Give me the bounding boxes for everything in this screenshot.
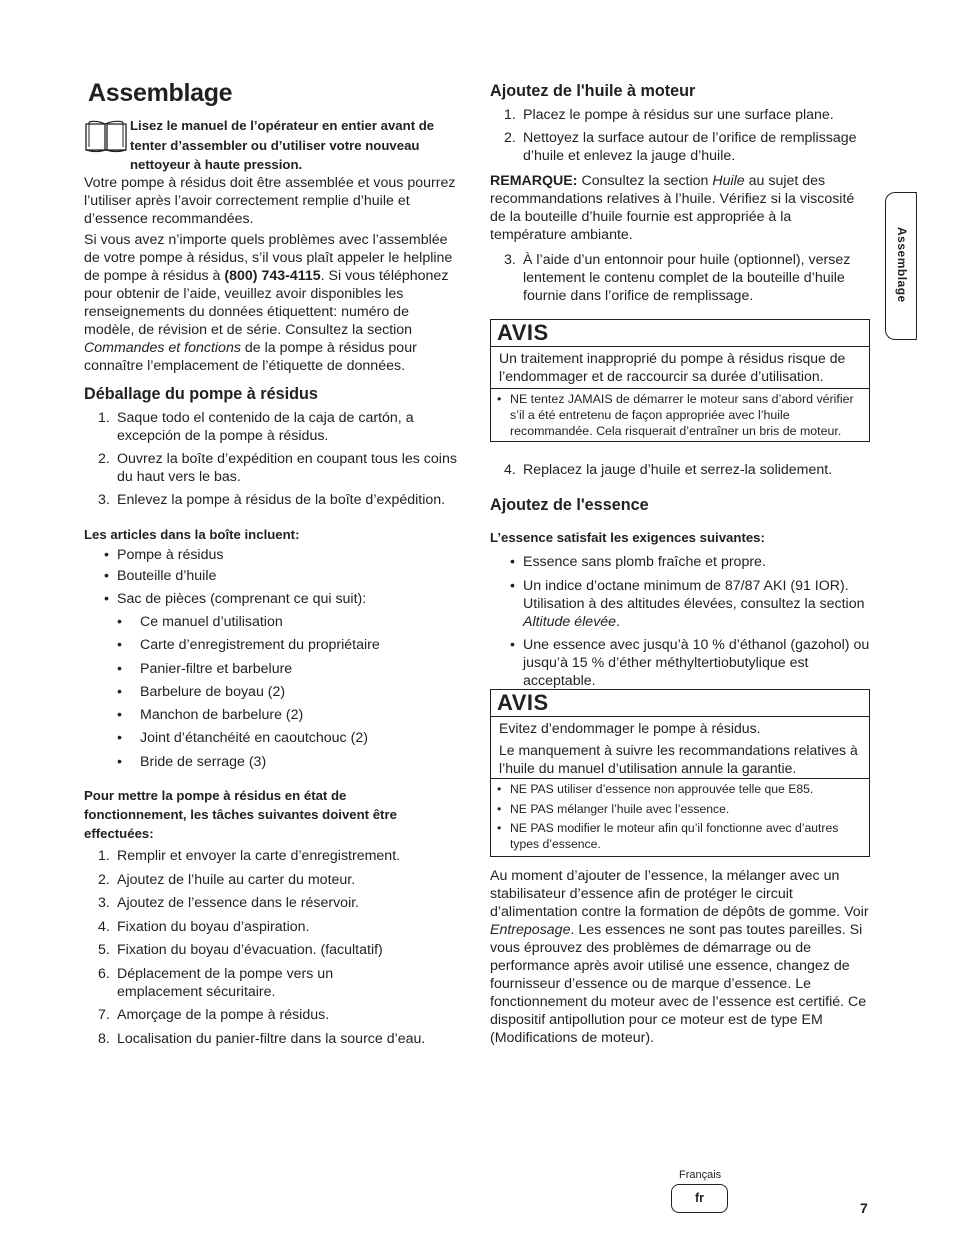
avis-notice-oil <box>490 319 870 442</box>
list-item: • NE PAS mélanger l’huile avec l’essence. <box>495 802 865 818</box>
tasks-list <box>84 847 462 1048</box>
page-title: Assemblage <box>88 79 233 107</box>
list-item: 3. À l’aide d’un entonnoir pour huile (optionnel), versez lentement le contenu complet de la bouteille d’huile fournie dans l’orifice de remplissage. <box>504 252 851 304</box>
oil-remark: REMARQUE: Consultez la section Huile au sujet des recommandations relatives à l’huile. Vérifiez si la viscosité de la bouteille d’huile fournie est appropriée à la température ambiante. <box>490 173 855 243</box>
list-item: 2. Nettoyez la surface autour de l’orifice de remplissage d’huile et enlevez la jauge d’huile. <box>504 130 857 164</box>
fuel-requirements-heading: L’essence satisfait les exigences suivantes: <box>490 530 765 545</box>
list-item: 1. Remplir et envoyer la carte d’enregistrement. <box>98 848 401 864</box>
list-item: • Pompe à résidus <box>84 546 462 564</box>
avis-bullets <box>491 778 869 856</box>
list-item: • Bouteille d’huile <box>84 567 462 585</box>
avis-body: Un traitement inapproprié du pompe à résidus risque de l’endommager et de raccourcir sa durée d’utilisation. <box>499 350 846 384</box>
language-label: Français <box>679 1169 722 1181</box>
book-icon <box>84 120 128 154</box>
fuel-heading: Ajoutez de l'essence <box>490 496 649 514</box>
box-contents-list <box>84 546 462 608</box>
list-item: • Un indice d’octane minimum de 87/87 AKI (91 IOR). Utilisation à des altitudes élevées, consultez la section Altitude élevée. <box>490 577 870 631</box>
list-item: • Bride de serrage (3) <box>84 753 462 771</box>
avis-notice-fuel <box>490 689 870 857</box>
list-item: • Ce manuel d’utilisation <box>84 613 462 631</box>
avis-title: AVIS <box>491 690 869 717</box>
avis-bullets <box>491 388 869 443</box>
oil-steps <box>490 106 870 165</box>
list-item: • Joint d’étanchéité en caoutchouc (2) <box>84 729 462 747</box>
list-item: • Une essence avec jusqu’à 10 % d’éthanol (gazohol) ou jusqu’à 15 % d’éther méthyltertiobutylique est acceptable. <box>490 636 870 690</box>
list-item: 6. Déplacement de la pompe vers un emplacement sécuritaire. <box>98 965 334 1000</box>
fuel-requirements-list <box>490 553 870 690</box>
list-item: 7. Amorçage de la pompe à résidus. <box>98 1007 330 1023</box>
oil-step-4 <box>490 461 870 479</box>
list-item: 8. Localisation du panier-filtre dans la source d’eau. <box>98 1030 426 1047</box>
unpack-heading: Déballage du pompe à résidus <box>84 385 318 403</box>
avis-body: Le manquement à suivre les recommandations relatives à l’huile du manuel d’utilisation annule la garantie. <box>499 742 858 776</box>
list-item: • Carte d’enregistrement du propriétaire <box>84 636 462 654</box>
avis-title: AVIS <box>491 320 869 347</box>
list-item: 1. Placez le pompe à résidus sur une surface plane. <box>504 107 834 123</box>
list-item: 1. Saque todo el contenido de la caja de cartón, a excepción de la pompe à résidus. <box>98 410 414 444</box>
page-number: 7 <box>860 1200 868 1216</box>
list-item: • NE tentez JAMAIS de démarrer le moteur sans d’abord vérifier s’il a été entretenu de façon appropriée avec l’huile recommandée. Cela risquerait d’entraîner un bris de moteur. <box>495 392 865 439</box>
list-item: 5. Fixation du boyau d’évacuation. (facultatif) <box>98 942 383 958</box>
language-tab: fr <box>671 1184 728 1213</box>
side-tab-label: Assemblage <box>895 227 909 303</box>
list-item: 3. Enlevez la pompe à résidus de la boîte d’expédition. <box>98 492 446 508</box>
fuel-stabilizer-paragraph: Au moment d’ajouter de l’essence, la mélanger avec un stabilisateur d’essence afin de protéger le circuit d’alimentation contre la formation de dépôts de gomme. Voir Entreposage. Les essences ne sont pas toutes pareilles. Si vous éprouvez des problèmes de démarrage ou de performance après avoir utilisé une essence, changez de fournisseur d’essence ou de marque d’essence. Le fonctionnement du moteur avec de l’essence est certifié. Ce dispositif antipollution pour ce moteur est de type EM (Modifications de moteur). <box>490 868 869 1046</box>
helpline-paragraph: Si vous avez n’importe quels problèmes avec l’assemblée de votre pompe à résidus, s’il vous plaît appeler le helpline de pompe à résidus à (800) 743-4115. Si vous téléphonez pour obtenir de l’aide, veuillez avoir disponibles les renseignements du données étiquettent: numéro de modèle, de révision et de série. Consultez la section Commandes et fonctions de la pompe à résidus pour connaître l’emplacement de l’étiquette de données. <box>84 232 453 374</box>
unpack-steps <box>84 409 462 509</box>
intro-paragraph: Votre pompe à résidus doit être assemblée et vous pourrez l’utiliser après l’avoir correctement remplie d’huile et d’essence recommandées. <box>84 175 456 227</box>
box-contents-heading: Les articles dans la boîte incluent: <box>84 527 300 542</box>
list-item: • Barbelure de boyau (2) <box>84 683 462 701</box>
parts-bag-list <box>84 613 462 771</box>
list-item: 4. Replacez la jauge d’huile et serrez-la solidement. <box>504 462 833 478</box>
list-item: • Manchon de barbelure (2) <box>84 706 462 724</box>
list-item: • NE PAS modifier le moteur afin qu’il fonctionne avec d’autres types d’essence. <box>495 821 865 852</box>
list-item: • Sac de pièces (comprenant ce qui suit): <box>84 590 462 608</box>
oil-step-3 <box>490 251 870 305</box>
list-item: • Panier-filtre et barbelure <box>84 660 462 678</box>
list-item: 4. Fixation du boyau d’aspiration. <box>98 918 310 935</box>
list-item: • NE PAS utiliser d’essence non approuvée telle que E85. <box>495 782 865 798</box>
tasks-heading: Pour mettre la pompe à résidus en état de fonctionnement, les tâches suivantes doivent être effectuées: <box>84 788 397 841</box>
list-item: 2. Ajoutez de l’huile au carter du moteur. <box>98 871 356 888</box>
list-item: • Essence sans plomb fraîche et propre. <box>490 553 870 571</box>
oil-heading: Ajoutez de l'huile à moteur <box>490 82 696 100</box>
list-item: 2. Ouvrez la boîte d’expédition en coupant tous les coins du haut vers le bas. <box>98 451 457 485</box>
avis-body: Evitez d’endommager le pompe à résidus. <box>499 720 761 736</box>
list-item: 3. Ajoutez de l’essence dans le réservoir. <box>98 895 360 911</box>
section-side-tab <box>885 192 917 340</box>
manual-notice: Lisez le manuel de l’opérateur en entier avant de tenter d’assembler ou d’utiliser votre nouveau nettoyeur à haute pression. <box>130 118 435 172</box>
